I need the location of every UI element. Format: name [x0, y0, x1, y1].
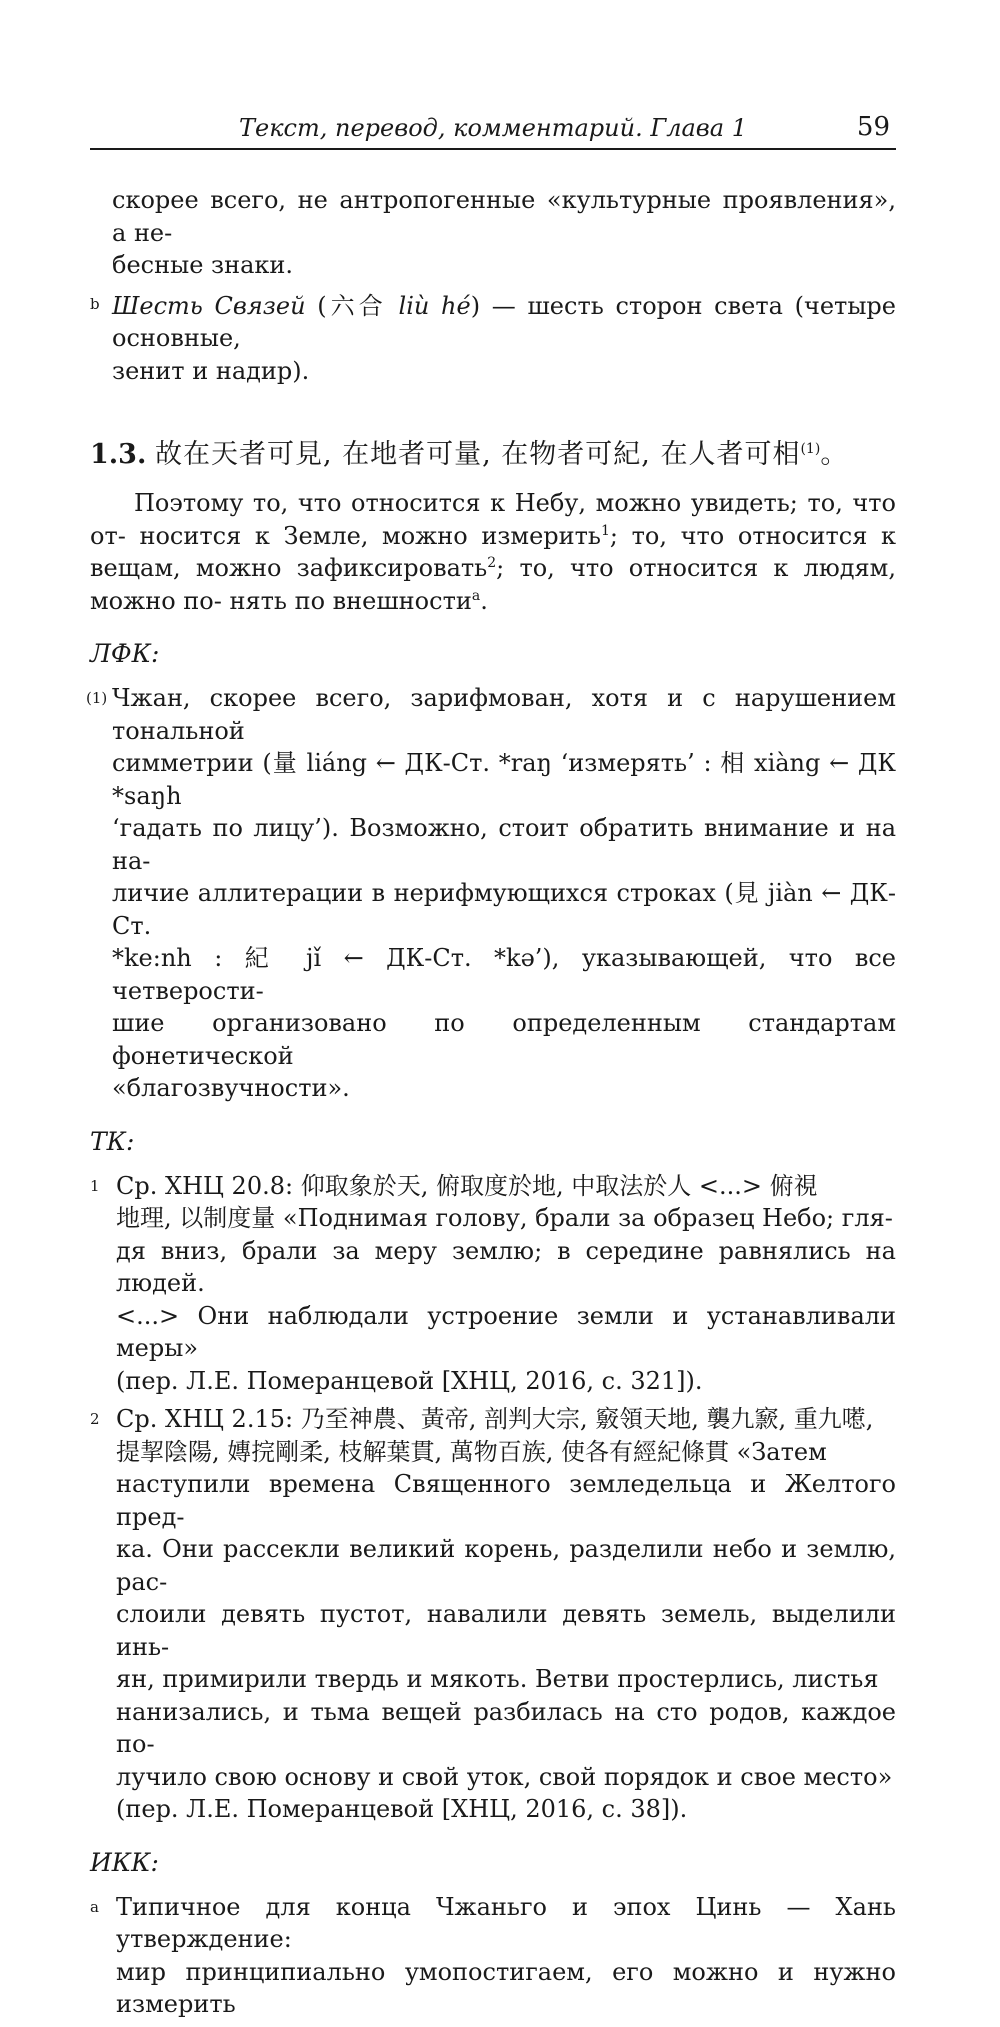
- lfk-note-line: Чжан, скорее всего, зарифмован, хотя и с нарушением тональной: [112, 684, 896, 745]
- note-b-chars: 六合: [326, 291, 387, 320]
- note-b-pinyin: liù hé: [398, 291, 471, 320]
- tk-note-line: <...> Они наблюдали устроение земли и устанавливали меры»: [116, 1301, 896, 1362]
- ikk-note-a: [90, 1891, 896, 2021]
- lfk-note-line: шие организовано по определенным стандартам фонетической: [112, 1009, 896, 1070]
- tk-note-line: 提挈陰陽, 嫥捖剛柔, 枝解葉貫, 萬物百族, 使各有經紀條貫 «Затем: [116, 1437, 827, 1466]
- tk-note-2-marker: 2: [90, 1410, 100, 1428]
- footnote-ref-a: a: [471, 587, 481, 604]
- tk-note-1: [90, 1170, 896, 1398]
- tk-note-line: ян, примирили твердь и мякоть. Ветви простерлись, листья: [116, 1665, 879, 1693]
- translation-text: ; то, что относится к людям, можно по-: [90, 554, 896, 615]
- tk-note-line: наступили времена Священного земледельца и Желтого пред-: [116, 1470, 896, 1531]
- section-number: 1.3.: [90, 439, 147, 470]
- ikk-note-line: Типичное для конца Чжаньго и эпох Цинь — Хань утверждение:: [116, 1892, 896, 1953]
- lfk-note-line: *ke:nh : 紀 jǐ ← ДК-Ст. *kə’), указывающей, что все четверости-: [112, 944, 896, 1005]
- translation-text: носится к Земле, можно измерить: [139, 521, 601, 550]
- running-header: [90, 108, 896, 150]
- ikk-note-line: мир принципиально умопостигаем, его можно и нужно измерить: [116, 1957, 896, 2018]
- lfk-note-line: симметрии (量 liáng ← ДК-Ст. *raŋ ‘измерять’ : 相 xiàng ← ДК *saŋh: [112, 749, 896, 810]
- tk-note-line: (пер. Л.Е. Померанцевой [ХНЦ, 2016, с. 38]).: [116, 1795, 688, 1823]
- tk-note-line: лучило свою основу и свой уток, свой порядок и свое место»: [116, 1762, 893, 1791]
- footnote-ref-1: 1: [601, 522, 610, 539]
- continued-note-line: бесные знаки.: [112, 251, 294, 279]
- tk-label: ТК:: [90, 1126, 135, 1156]
- lfk-note-line: ‘гадать по лицу’). Возможно, стоит обратить внимание и на на-: [112, 814, 896, 875]
- note-b-marker: b: [90, 294, 100, 313]
- book-page: [86, 108, 896, 2027]
- section-end-mark: 。: [820, 439, 848, 470]
- translation-text: ; то, что относится к вещам,: [90, 521, 896, 582]
- tk-note-line: дя вниз, брали за меру землю; в середине равнялись на людей.: [116, 1236, 896, 1297]
- translation-text: можно зафиксировать: [195, 554, 488, 582]
- continued-note: [90, 184, 896, 282]
- ikk-label: ИКК:: [90, 1847, 159, 1877]
- lfk-note-1: [86, 682, 896, 1105]
- tk-note-line: Ср. ХНЦ 2.15: 乃至神農、黃帝, 剖判大宗, 竅領天地, 襲九窾, 重九㘃,: [116, 1405, 874, 1433]
- section-note-ref: (1): [800, 441, 821, 457]
- lfk-note-line: личие аллитерации в нерифмующихся строках (見 jiàn ← ДК-Ст.: [112, 879, 896, 940]
- section-heading: [90, 437, 896, 473]
- note-b-line2: зенит и надир).: [112, 356, 310, 385]
- lfk-note-line: «благозвучности».: [112, 1074, 350, 1102]
- tk-note-line: нанизались, и тьма вещей разбилась на сто родов, каждое по-: [116, 1697, 896, 1758]
- tk-note-1-marker: 1: [90, 1176, 100, 1195]
- tk-note-line: (пер. Л.Е. Померанцевой [ХНЦ, 2016, с. 321]).: [116, 1366, 703, 1395]
- tk-note-line: 地理, 以制度量 «Поднимая голову, брали за образец Небо; гля-: [116, 1204, 893, 1232]
- translation-text: нять по внешности: [229, 586, 472, 615]
- footnote-ref-2: 2: [487, 555, 497, 571]
- note-b-term: Шесть Связей: [112, 291, 306, 320]
- translation-paragraph: [90, 487, 896, 617]
- section-chinese: 故在天者可見, 在地者可量, 在物者可紀, 在人者可相: [154, 439, 801, 470]
- tk-note-line: слоили девять пустот, навалили девять земель, выделили инь-: [116, 1600, 896, 1661]
- tk-note-2: [90, 1403, 896, 1826]
- translation-text: .: [480, 586, 488, 615]
- lfk-note-marker: (1): [86, 689, 108, 707]
- translation-text: Поэтому то, что относится к Небу, можно увидеть; то, что от-: [90, 489, 896, 550]
- note-b: b Шесть Связей (六合 liù hé) — шесть сторон света (четыре основные, зенит и надир).: [90, 290, 896, 388]
- tk-note-line: ка. Они рассекли великий корень, разделили небо и землю, рас-: [116, 1535, 896, 1596]
- note-b-text: — шесть сторон света (четыре основные,: [112, 291, 896, 352]
- page-number: 59: [856, 112, 890, 142]
- continued-note-line: скорее всего, не антропогенные «культурные проявления», а не-: [112, 186, 896, 247]
- tk-note-line: Ср. ХНЦ 20.8: 仰取象於天, 俯取度於地, 中取法於人 <...> 俯視: [116, 1171, 818, 1200]
- ikk-note-a-marker: a: [90, 1897, 99, 1916]
- lfk-label: ЛФК:: [90, 639, 160, 668]
- running-title: Текст, перевод, комментарий. Глава 1: [239, 114, 747, 142]
